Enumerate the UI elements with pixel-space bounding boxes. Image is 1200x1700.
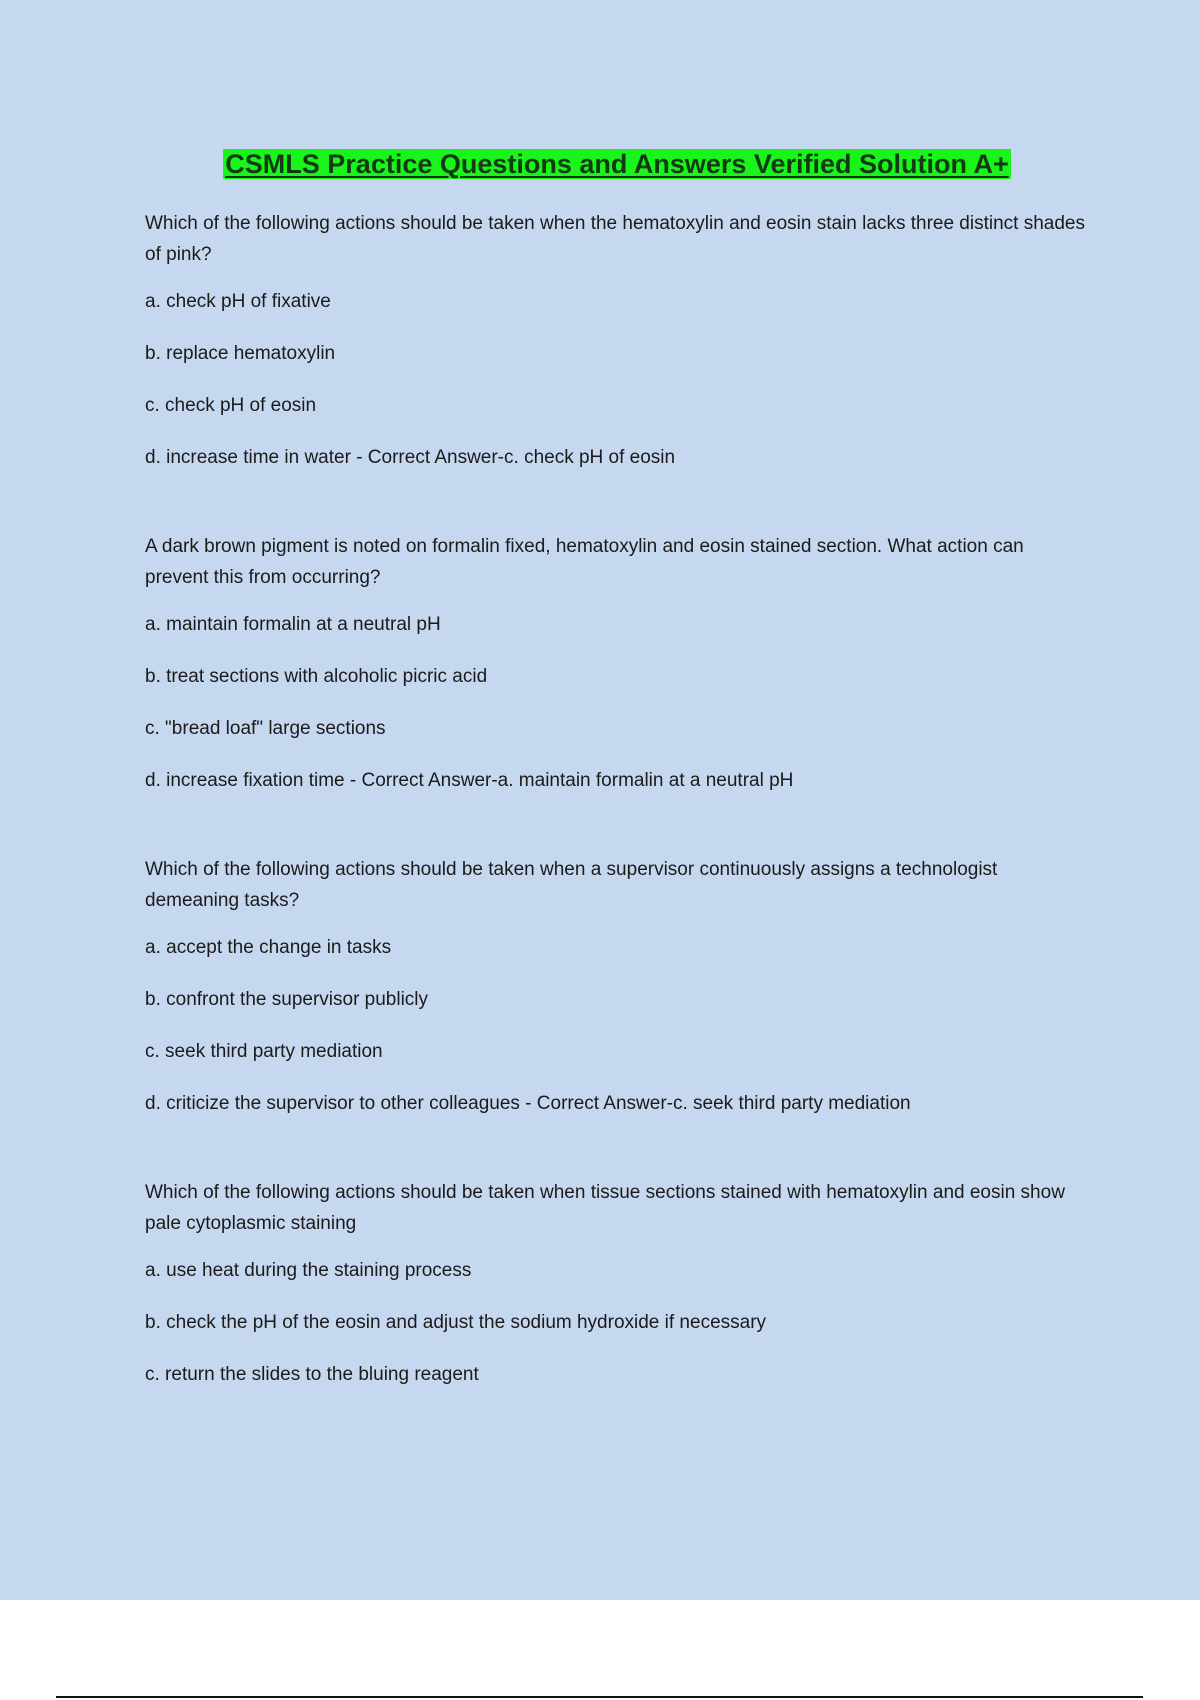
document-title: [0, 147, 1200, 181]
question-block-3: [145, 854, 1090, 1119]
footer-divider: [56, 1696, 1143, 1698]
question-text: Which of the following actions should be taken when a supervisor continuously assigns a technologist demeaning tasks?: [145, 859, 998, 911]
answer-option-d: d. criticize the supervisor to other colleagues - Correct Answer-c. seek third party mediation: [145, 1093, 911, 1114]
document-title-text: CSMLS Practice Questions and Answers Verified Solution A+: [225, 149, 1009, 179]
question-block-1: [145, 208, 1090, 473]
answer-option-a: a. check pH of fixative: [145, 291, 331, 312]
answer-option-b: b. treat sections with alcoholic picric acid: [145, 666, 488, 687]
answer-option-b: b. replace hematoxylin: [145, 343, 336, 364]
answer-option-c: c. check pH of eosin: [145, 395, 317, 416]
answer-option-c: c. seek third party mediation: [145, 1041, 383, 1062]
question-text: A dark brown pigment is noted on formalin fixed, hematoxylin and eosin stained section. What action can prevent this from occurring?: [145, 536, 1024, 588]
question-block-4: [145, 1177, 1090, 1390]
answer-option-d: d. increase time in water - Correct Answer-c. check pH of eosin: [145, 447, 676, 468]
answer-option-a: a. use heat during the staining process: [145, 1260, 472, 1281]
answer-option-a: a. accept the change in tasks: [145, 937, 392, 958]
answer-option-c: c. "bread loaf" large sections: [145, 718, 386, 739]
answer-option-b: b. confront the supervisor publicly: [145, 989, 429, 1010]
answer-option-d: d. increase fixation time - Correct Answer-a. maintain formalin at a neutral pH: [145, 770, 794, 791]
answer-option-b: b. check the pH of the eosin and adjust the sodium hydroxide if necessary: [145, 1312, 767, 1333]
question-text: Which of the following actions should be taken when the hematoxylin and eosin stain lacks three distinct shades of pink?: [145, 213, 1085, 265]
answer-option-a: a. maintain formalin at a neutral pH: [145, 614, 441, 635]
question-block-2: [145, 531, 1090, 796]
question-text: Which of the following actions should be taken when tissue sections stained with hematoxylin and eosin show pale cytoplasmic staining: [145, 1182, 1065, 1234]
answer-option-c: c. return the slides to the bluing reagent: [145, 1364, 479, 1385]
question-list: [145, 208, 1090, 1448]
